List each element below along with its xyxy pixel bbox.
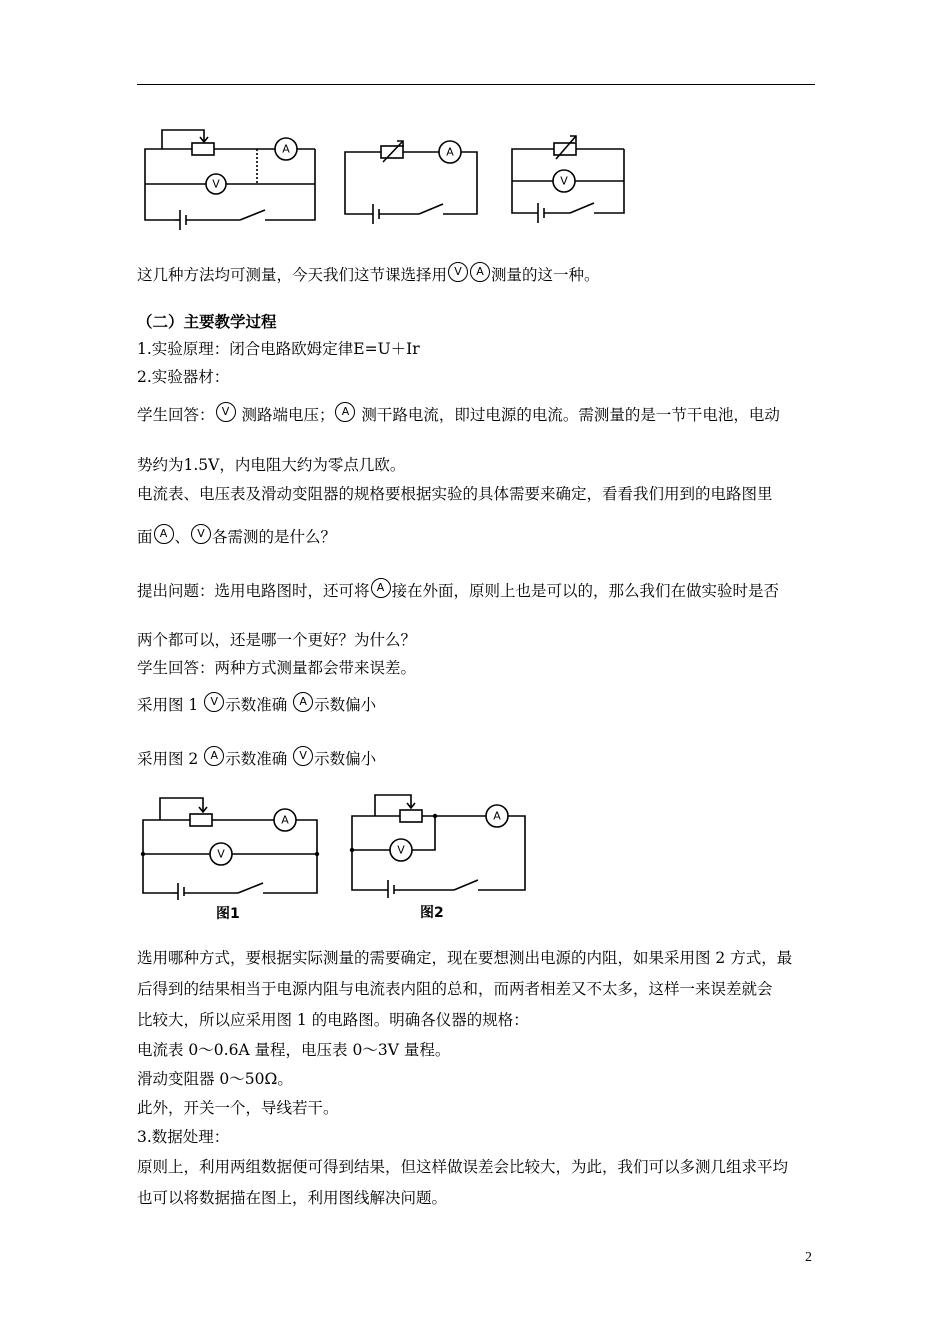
voltmeter-label: V (397, 843, 405, 857)
text-line: 原则上，利用两组数据便可得到结果，但这样做误差会比较大，为此，我们可以多测几组求平均 (137, 1158, 789, 1176)
ammeter-icon: A (371, 578, 391, 598)
voltmeter-icon: V (216, 402, 236, 422)
text-line: 选用哪种方式，要根据实际测量的需要确定，现在要想测出电源的内阻，如果采用图 2 方式，最 (137, 949, 793, 967)
text-line: 比较大，所以应采用图 1 的电路图。明确各仪器的规格： (137, 1011, 529, 1029)
voltmeter-label: V (217, 847, 225, 861)
ammeter-icon: A (293, 692, 313, 712)
text-line: 面 A 、 V 各需测的是什么？ (137, 524, 336, 547)
text-line: 滑动变阻器 0～50Ω。 (137, 1070, 293, 1088)
text-line: 采用图 1 V 示数准确 A 示数偏小 (137, 692, 376, 715)
page-number: 2 (805, 1250, 812, 1265)
text-line: 学生回答：两种方式测量都会带来误差。 (137, 659, 417, 677)
voltmeter-icon: V (448, 262, 468, 282)
section-heading: （二）主要教学过程 (137, 312, 277, 331)
text-line: 2.实验器材： (137, 368, 230, 386)
text-line: 电流表、电压表及滑动变阻器的规格要根据实验的具体需要来确定，看看我们用到的电路图里 (137, 485, 773, 503)
text-line: 此外，开关一个，导线若干。 (137, 1099, 339, 1117)
circuit-figure-1 (138, 790, 323, 900)
ammeter-label: A (446, 145, 454, 159)
circuit-diagram-2-top (343, 138, 483, 220)
text-line: 电流表 0～0.6A 量程，电压表 0～3V 量程。 (137, 1041, 451, 1059)
text-line: 势约为1.5V，内电阻大约为零点几欧。 (137, 456, 406, 474)
ammeter-icon: A (204, 746, 224, 766)
figure-caption-2: 图2 (420, 905, 444, 921)
ammeter-icon: A (470, 262, 490, 282)
ammeter-label: A (493, 809, 501, 823)
voltmeter-icon: V (191, 524, 211, 544)
text-line: 提出问题：选用电路图时，还可将 A 接在外面，原则上也是可以的，那么我们在做实验时是否 (137, 578, 779, 601)
text-line: 学生回答： V 测路端电压； A 测干路电流，即过电源的电流。需测量的是一节干电池，电动 (137, 402, 780, 425)
text-line: 也可以将数据描在图上，利用图线解决问题。 (137, 1189, 448, 1207)
text-line: 采用图 2 A 示数准确 V 示数偏小 (137, 746, 376, 769)
text-line: 1.实验原理：闭合电路欧姆定律E=U＋Ir (137, 340, 420, 358)
voltmeter-label: V (212, 177, 220, 191)
text-line: 后得到的结果相当于电源内阻与电流表内阻的总和，而两者相差又不太多，这样一来误差就会 (137, 980, 773, 998)
text-line: 两个都可以，还是哪一个更好？为什么？ (137, 631, 417, 649)
text-line: 这几种方法均可测量，今天我们这节课选择用 V A 测量的这一种。 (137, 262, 600, 285)
circuit-figure-2 (348, 790, 533, 898)
voltmeter-icon: V (293, 746, 313, 766)
circuit-diagram-1-top (140, 125, 320, 237)
ammeter-icon: A (154, 524, 174, 544)
ammeter-label: A (282, 142, 290, 156)
text-line: 3.数据处理： (137, 1128, 230, 1146)
circuit-diagram-3-top (510, 133, 635, 221)
ammeter-icon: A (335, 402, 355, 422)
voltmeter-label: V (560, 174, 568, 188)
figure-caption-1: 图1 (216, 906, 240, 922)
header-rule (137, 84, 815, 85)
ammeter-label: A (281, 813, 289, 827)
voltmeter-icon: V (204, 692, 224, 712)
